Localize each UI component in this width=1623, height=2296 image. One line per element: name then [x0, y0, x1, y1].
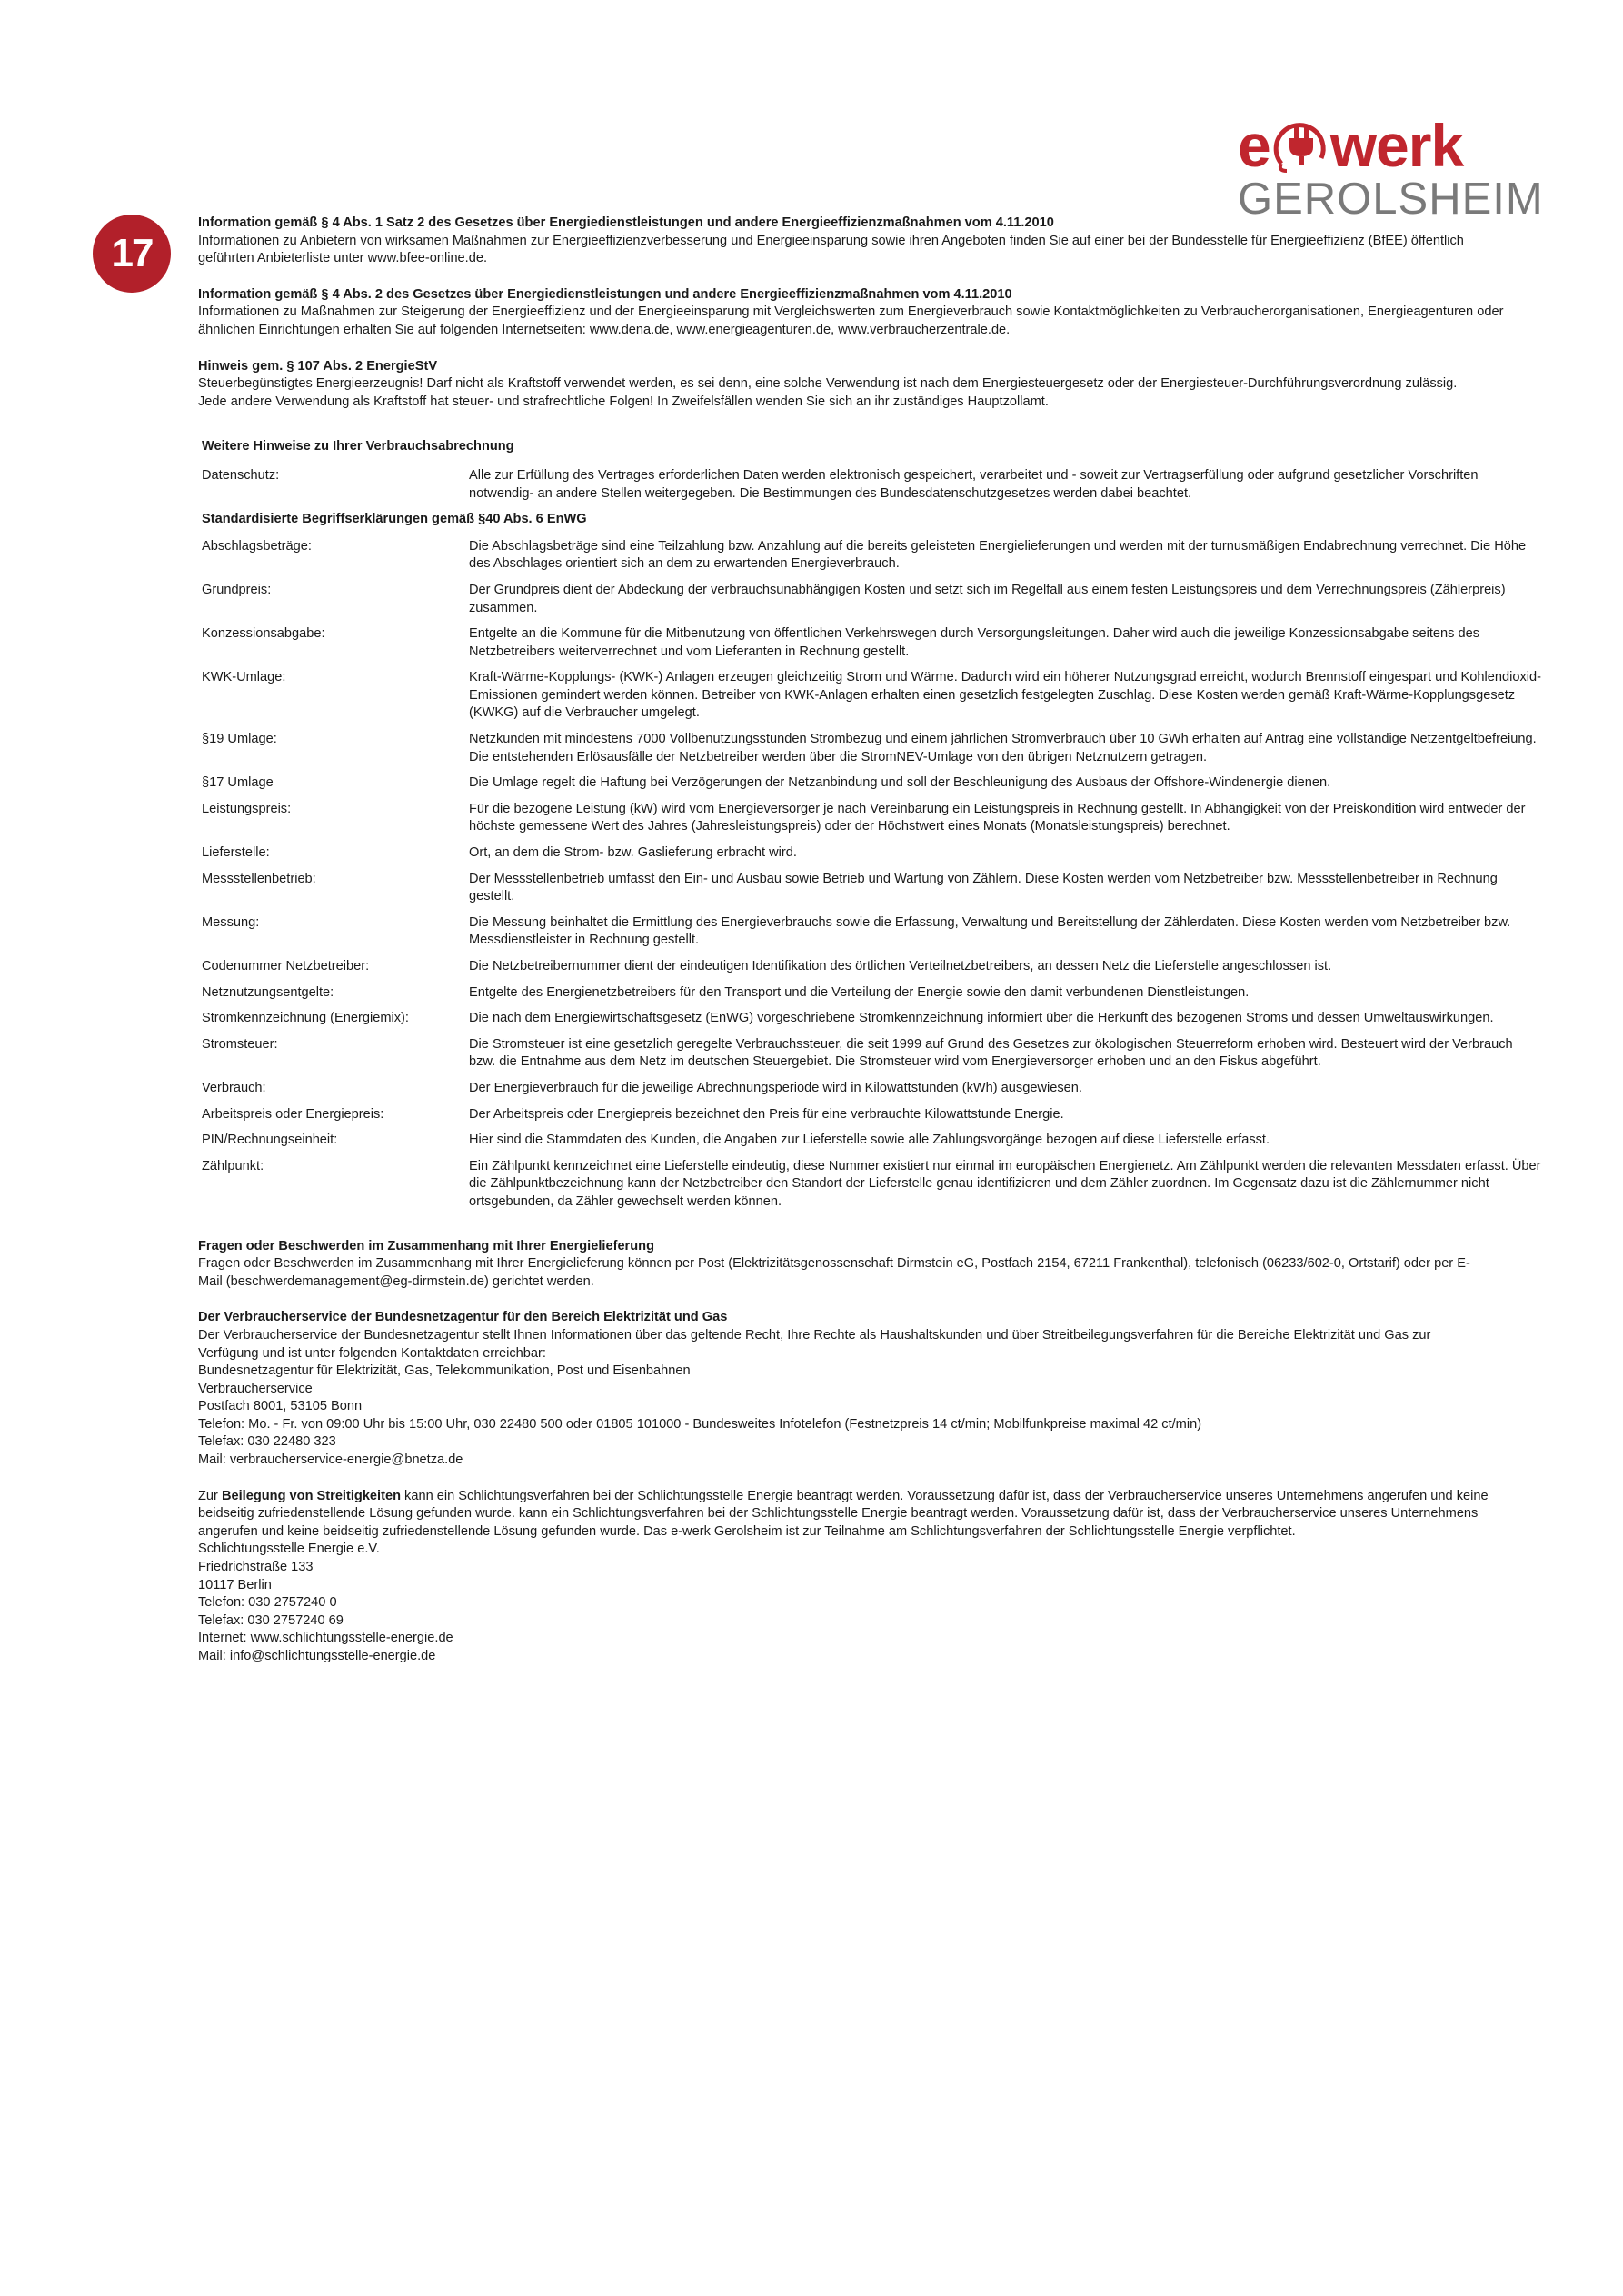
ewerk-gerolsheim-logo	[1238, 112, 1565, 225]
definition-desc: Hier sind die Stammdaten des Kunden, die Angaben zur Lieferstelle sowie alle Zahlungsvorgänge bezogen auf diese Lieferstelle erfasst.	[469, 1133, 1270, 1148]
definition-row	[202, 1036, 1543, 1072]
section-heading: Information gemäß § 4 Abs. 2 des Gesetzes über Energiedienstleistungen und andere Energieeffizienzmaßnahmen vom 4.11.2010	[198, 286, 1012, 302]
definition-desc: Die Umlage regelt die Haftung bei Verzögerungen der Netzanbindung und soll der Beschleunigung des Ausbaus der Offshore-Windenergie dienen.	[469, 775, 1331, 791]
definition-row	[202, 984, 1543, 1003]
definition-row	[202, 731, 1543, 766]
contact-line: Postfach 8001, 53105 Bonn	[198, 1399, 363, 1414]
section-energy-services-1	[198, 215, 1543, 268]
definition-desc: Der Energieverbrauch für die jeweilige Abrechnungsperiode wird in Kilowattstunden (kWh) ausgewiesen.	[469, 1080, 1082, 1095]
section-consumer-service	[198, 1309, 1543, 1469]
billing-notes-title: Weitere Hinweise zu Ihrer Verbrauchsabrechnung	[202, 439, 514, 454]
definition-desc: Für die bezogene Leistung (kW) wird vom Energieversorger je nach Vereinbarung ein Leistungspreis in Rechnung gestellt. In Abhängigkeit von der Preiskondition wird entweder der höchste gemessene Wert des Jahres (Jahresleistungspreis) oder der Höchstwert eines Monats (Monatsleistungspreis) berechnet.	[469, 801, 1526, 834]
definition-row	[202, 871, 1543, 906]
dispute-intro-rest: kann ein Schlichtungsverfahren bei der Schlichtungsstelle Energie beantragt werden. Voraussetzung dafür ist, dass der Verbraucherservice unseres Unternehmens angerufen und keine beidseitig zufriedenstellende Lösung gefunden wurde. kann ein Schlichtungsverfahren bei der Schlichtungsstelle Energie beantragt werden. Voraussetzung dafür ist, dass der Verbraucherservice unseres Unternehmens angerufen und keine beidseitig zufriedenstellende Lösung gefunden wurde. Das e-werk Gerolsheim ist zur Teilnahme am Schlichtungsverfahren der Schlichtungsstelle Energie verpflichtet.	[198, 1488, 1489, 1539]
dispute-intro-bold: Beilegung von Streitigkeiten	[221, 1488, 401, 1503]
logo-word-werk: werk	[1329, 112, 1464, 179]
contact-email: Mail: verbraucherservice-energie@bnetza.de	[198, 1452, 463, 1468]
definitions-title: Standardisierte Begriffserklärungen gemäß §40 Abs. 6 EnWG	[202, 512, 587, 527]
section-energy-services-2	[198, 286, 1543, 340]
contact-line: Verbraucherservice	[198, 1381, 313, 1396]
plug-icon	[1272, 116, 1330, 175]
section-energiestv-note	[198, 358, 1543, 412]
definition-row	[202, 1106, 1543, 1124]
definition-row	[202, 582, 1543, 617]
section-heading: Hinweis gem. § 107 Abs. 2 EnergieStV	[198, 358, 438, 374]
contact-line: Telefax: 030 22480 323	[198, 1434, 336, 1450]
definition-row	[202, 1132, 1543, 1150]
definition-row	[202, 801, 1543, 836]
definition-term: Datenschutz:	[202, 467, 280, 483]
definition-term: Lieferstelle:	[202, 845, 270, 861]
definition-row-privacy	[202, 467, 1543, 503]
document-body	[198, 215, 1543, 1684]
definition-desc: Ort, an dem die Strom- bzw. Gaslieferung erbracht wird.	[469, 845, 797, 861]
logo-wordmark-top	[1238, 112, 1464, 179]
contact-email: Mail: info@schlichtungsstelle-energie.de	[198, 1649, 436, 1663]
definition-desc: Der Grundpreis dient der Abdeckung der verbrauchsunabhängigen Kosten und setzt sich im Regelfall aus einem festen Leistungspreis und dem Verrechnungspreis (Zählerpreis) zusammen.	[469, 582, 1506, 615]
definition-desc: Der Messstellenbetrieb umfasst den Ein- und Ausbau sowie Betrieb und Wartung von Zählern. Diese Kosten werden vom Netzbetreiber bzw. Messstellenbetreiber in Rechnung gestellt.	[469, 871, 1498, 904]
section-text: Der Verbraucherservice der Bundesnetzagentur stellt Ihnen Informationen über das geltende Recht, Ihre Rechte als Haushaltskunden und über Streitbeilegungsverfahren für die Bereiche Elektrizität und Gas zur Verfügung und ist unter folgenden Kontaktdaten erreichbar:	[198, 1327, 1431, 1361]
section-heading: Der Verbraucherservice der Bundesnetzagentur für den Bereich Elektrizität und Gas	[198, 1310, 728, 1325]
definition-desc: Alle zur Erfüllung des Vertrages erforderlichen Daten werden elektronisch gespeichert, verarbeitet und - soweit zur Vertragserfüllung oder aufgrund gesetzlicher Vorschriften notwendig- an andere Stellen weitergegeben. Die Bestimmungen des Bundesdatenschutzgesetzes werden dabei beachtet.	[469, 467, 1479, 501]
definition-row	[202, 669, 1543, 723]
definition-term: Leistungspreis:	[202, 801, 292, 816]
definition-term: Messung:	[202, 914, 260, 930]
section-text: Fragen oder Beschwerden im Zusammenhang mit Ihrer Energielieferung können per Post (Elektrizitätsgenossenschaft Dirmstein eG, Postfach 2154, 67211 Frankenthal), telefonisch (06233/602-0, Ortstarif) oder per E-Mail (beschwerdemanagement@eg-dirmstein.de) gerichtet werden.	[198, 1256, 1470, 1289]
definition-desc: Die nach dem Energiewirtschaftsgesetz (EnWG) vorgeschriebene Stromkennzeichnung informiert über die Herkunft des bezogenen Stroms und dessen Umweltauswirkungen.	[469, 1011, 1494, 1026]
definition-row	[202, 958, 1543, 976]
definition-term: Messstellenbetrieb:	[202, 871, 316, 886]
section-heading: Fragen oder Beschwerden im Zusammenhang mit Ihrer Energielieferung	[198, 1238, 654, 1253]
definition-term: §17 Umlage	[202, 775, 274, 791]
contact-website: Internet: www.schlichtungsstelle-energie.de	[198, 1631, 453, 1646]
definition-desc: Die Messung beinhaltet die Ermittlung des Energieverbrauchs sowie die Erfassung, Verwaltung und Bereitstellung der Zählerdaten. Diese Kosten werden vom Netzbetreiber bzw. Messdienstleister in Rechnung gestellt.	[469, 914, 1511, 948]
definition-term: §19 Umlage:	[202, 732, 277, 747]
definition-desc: Die Stromsteuer ist eine gesetzlich geregelte Verbrauchssteuer, die seit 1999 auf Grund des Gesetzes zur ökologischen Steuerreform erhoben wird. Besteuert wird der Verbrauch bzw. die Entnahme aus dem Netz im deutschen Steuergebiet. Die Stromsteuer wird vom Energieversorger erhoben und an den Fiskus abgeführt.	[469, 1036, 1513, 1070]
definition-term: Arbeitspreis oder Energiepreis:	[202, 1106, 384, 1122]
page-number-badge: 17	[93, 215, 171, 293]
definition-term: PIN/Rechnungseinheit:	[202, 1133, 338, 1148]
definition-term: Netznutzungsentgelte:	[202, 984, 334, 1000]
section-text: Informationen zu Anbietern von wirksamen Maßnahmen zur Energieeffizienzverbesserung und Energieeinsparung sowie ihren Angeboten finden Sie auf einer bei der Bundesstelle für Energieeffizienz (BfEE) öffentlich geführten Anbieterliste unter www.bfee-online.de.	[198, 233, 1464, 266]
contact-line: Telefax: 030 2757240 69	[198, 1612, 344, 1628]
definition-desc: Entgelte an die Kommune für die Mitbenutzung von öffentlichen Verkehrswegen durch Versorgungsleitungen. Daher wird auch die jeweilige Konzessionsabgabe seitens des Netzbetreibers weiterverrechnet und vom Lieferanten in Rechnung gestellt.	[469, 626, 1479, 659]
section-dispute-resolution	[198, 1488, 1543, 1666]
contact-line: Telefon: Mo. - Fr. von 09:00 Uhr bis 15:00 Uhr, 030 22480 500 oder 01805 101000 - Bundesweites Infotelefon (Festnetzpreis 14 ct/min; Mobilfunkpreise maximal 42 ct/min)	[198, 1416, 1202, 1432]
definition-term: Zählpunkt:	[202, 1158, 264, 1173]
contact-line: Bundesnetzagentur für Elektrizität, Gas, Telekommunikation, Post und Eisenbahnen	[198, 1363, 691, 1379]
definition-row	[202, 1158, 1543, 1212]
contact-line: Schlichtungsstelle Energie e.V.	[198, 1542, 380, 1557]
definition-desc: Der Arbeitspreis oder Energiepreis bezeichnet den Preis für eine verbrauchte Kilowattstunde Energie.	[469, 1106, 1064, 1122]
definition-term: Stromkennzeichnung (Energiemix):	[202, 1011, 409, 1026]
section-heading: Information gemäß § 4 Abs. 1 Satz 2 des Gesetzes über Energiedienstleistungen und andere Energieeffizienzmaßnahmen vom 4.11.2010	[198, 215, 1054, 230]
definition-term: Abschlagsbeträge:	[202, 538, 312, 554]
contact-line: Friedrichstraße 133	[198, 1560, 314, 1575]
spacer	[198, 1220, 1543, 1238]
section-text: Informationen zu Maßnahmen zur Steigerung der Energieeffizienz und der Energieeinsparung mit Vergleichswerten zum Energieverbrauch sowie Kontaktmöglichkeiten zu Verbraucherorganisationen, Energieagenturen oder ähnlichen Einrichtungen erhalten Sie auf folgenden Internetseiten: www.dena.de, www.energieagenturen.de, www.verbraucherzentrale.de.	[198, 304, 1504, 337]
definition-term: Verbrauch:	[202, 1080, 266, 1095]
definition-desc: Die Netzbetreibernummer dient der eindeutigen Identifikation des örtlichen Verteilnetzbetreibers, an dessen Netz die Lieferstelle angeschlossen ist.	[469, 959, 1332, 973]
definition-row	[202, 774, 1543, 793]
definition-desc: Netzkunden mit mindestens 7000 Vollbenutzungsstunden Strombezug und einem jährlichen Stromverbrauch über 10 GWh erhalten auf Antrag eine vollständige Netzentgeltbefreiung. Die entstehenden Erlösausfälle der Netzbetreiber werden über die StromNEV-Umlage von den übrigen Netznutzern getragen.	[469, 732, 1537, 764]
definition-row	[202, 625, 1543, 661]
definition-row	[202, 914, 1543, 950]
logo-letter-e: e	[1238, 112, 1270, 179]
definition-term: Codenummer Netzbetreiber:	[202, 959, 370, 973]
definition-desc: Ein Zählpunkt kennzeichnet eine Lieferstelle eindeutig, diese Nummer existiert nur einmal im europäischen Energienetz. Am Zählpunkt werden die relevanten Messdaten erfasst. Über die Zählpunktbezeichnung kann der Netzbetreiber den Standort der Lieferstelle genau identifizieren und dem Zähler zuordnen. Im Gegensatz dazu ist die Zählernummer nicht ortsgebunden, da Zähler gewechselt werden können.	[469, 1158, 1541, 1209]
definition-term: KWK-Umlage:	[202, 670, 286, 685]
definition-row	[202, 538, 1543, 574]
definition-desc: Die Abschlagsbeträge sind eine Teilzahlung bzw. Anzahlung auf die bereits geleisteten Energielieferungen und werden mit der turnusmäßigen Endabrechnung verrechnet. Die Höhe des Abschlages orientiert sich an dem zu erwartenden Energieverbrauch.	[469, 538, 1527, 572]
section-text: Steuerbegünstigtes Energieerzeugnis! Darf nicht als Kraftstoff verwendet werden, es sei denn, eine solche Verwendung ist nach dem Energiesteuergesetz oder der Energiesteuer-Durchführungsverordnung zulässig. Jede andere Verwendung als Kraftstoff hat steuer- und strafrechtliche Folgen! In Zweifelsfällen wenden Sie sich an ihr zuständiges Hauptzollamt.	[198, 376, 1458, 409]
definition-term: Grundpreis:	[202, 582, 272, 597]
definition-desc: Entgelte des Energienetzbetreibers für den Transport und die Verteilung der Energie sowie den damit verbundenen Dienstleistungen.	[469, 984, 1250, 1000]
dispute-intro	[198, 1488, 1489, 1542]
definition-term: Konzessionsabgabe:	[202, 626, 325, 642]
billing-notes	[198, 438, 1543, 1211]
dispute-intro-prefix: Zur	[198, 1488, 222, 1503]
definition-row	[202, 844, 1543, 863]
definition-row	[202, 1010, 1543, 1028]
contact-line: Telefon: 030 2757240 0	[198, 1595, 337, 1611]
definition-term: Stromsteuer:	[202, 1036, 278, 1052]
section-complaints	[198, 1238, 1543, 1292]
logo-wordmark-gerolsheim: GEROLSHEIM	[1238, 175, 1544, 224]
definition-desc: Kraft-Wärme-Kopplungs- (KWK-) Anlagen erzeugen gleichzeitig Strom und Wärme. Dadurch wird ein höherer Nutzungsgrad erreicht, wodurch Brennstoff eingespart und Kohlendioxid-Emissionen gemindert werden können. Betreiber von KWK-Anlagen erhalten einen gesetzlich festgelegten Zuschlag. Diese Kosten werden gemäß Kraft-Wärme-Kopplungsgesetz (KWKG) auf die Verbraucher umgelegt.	[469, 670, 1541, 721]
contact-line: 10117 Berlin	[198, 1577, 272, 1592]
definition-row	[202, 1080, 1543, 1098]
